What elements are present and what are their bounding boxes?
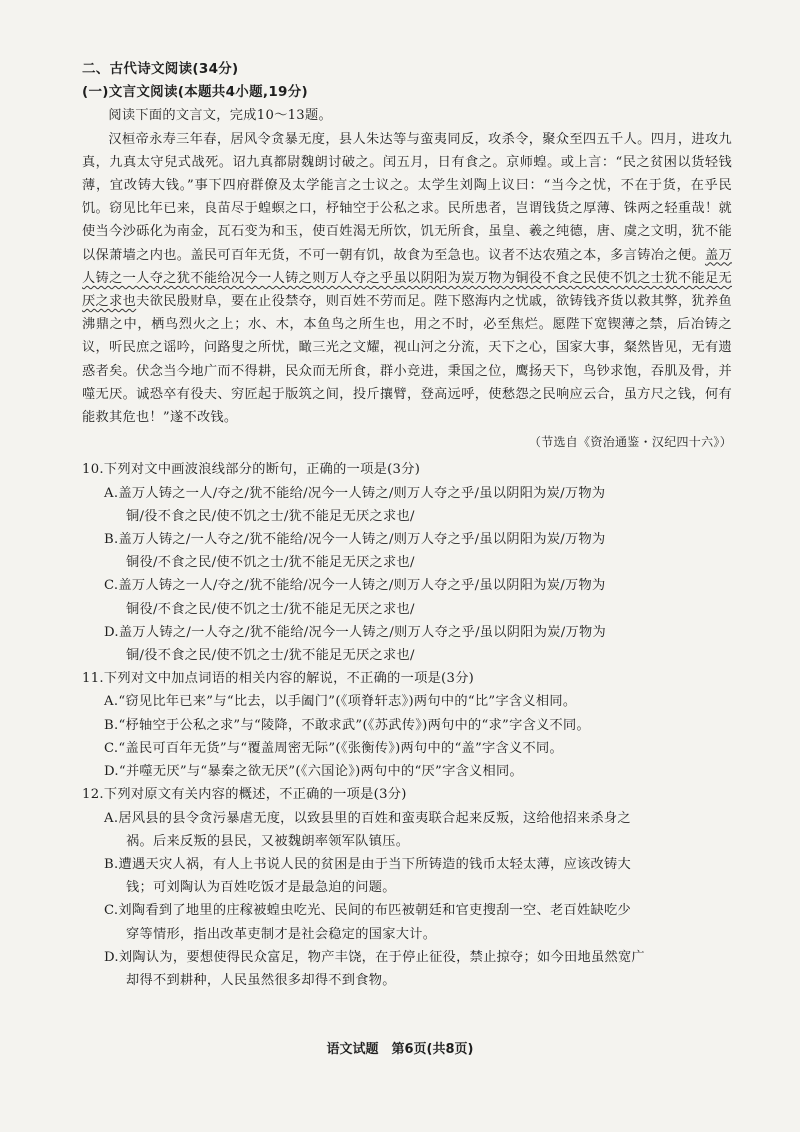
wavy-underlined-text: 盖万人铸之一人夺之犹不能给况今一人铸之则万人夺之乎虽以阴阳为炭万物为铜役不食之民使不饥之士犹不能足无厌之求也: [82, 247, 732, 310]
option-d: D.“并噬无厌”与“暴秦之欲无厌”(《六国论》)两句中的“厌”字含义相同。: [104, 764, 524, 780]
option-c: C.刘陶看到了地里的庄稼被蝗虫吃光、民间的布匹被朝廷和官吏搜刮一空、老百姓缺吃少 穿等情形，指出改革吏制才是社会稳定的国家大计。: [104, 903, 631, 942]
option-b: B.“杼轴空于公私之求”与“陵降，不敢求武”(《苏武传》)两句中的“求”字含义不同。: [104, 717, 591, 733]
option-d: D.刘陶认为，要想使得民众富足，物产丰饶，在于停止征役，禁止掠夺；如今田地虽然宽广 却得不到耕种，人民虽然很多却得不到食物。: [104, 949, 645, 988]
passage-text-after: 夫欲民殷财阜，要在止役禁夺，则百姓不劳而足。陛下愍海内之忧戚，欲铸钱齐货以救其弊，犹养鱼沸鼎之中，栖鸟烈火之上；水、木，本鱼鸟之所生也，用之不时，必至焦烂。愿陛下宽锲薄之禁，后冶铸之议，听民庶之谣吟，问路叟之所忧，瞰三光之文耀，视山河之分流，天下之心，国家大事，粲然皆见，无有遗惑者矣。伏念当今地广而不得耕，民众而无所食，群小竞进，秉国之位，鹰扬天下，鸟钞求饱，吞肌及骨，并噬无厌。诚恐卒有役夫、穷匠起于版筑之间，投斤攘臂，登高远呼，使愁怨之民响应云合，虽方尺之钱，何有能救其危也！”遂不改钱。: [82, 294, 732, 426]
exam-page: [82, 58, 732, 992]
option-c: C.盖万人铸之一人/夺之/犹不能给/况今一人铸之/则万人夺之乎/虽以阴阳为炭/万物为 铜役/不食之民/使不饥之士/犹不能足无厌之求也/: [104, 578, 606, 617]
section-title: 二、古代诗文阅读(34分): [82, 61, 239, 77]
option-c: C.“盖民可百年无货”与“覆盖周密无际”(《张衡传》)两句中的“盖”字含义不同。: [104, 740, 563, 756]
question-stem: 10.下列对文中画波浪线部分的断句，正确的一项是(3分): [82, 462, 421, 478]
option-a: A.居风县的县令贪污暴虐无度，以致县里的百姓和蛮夷联合起来反叛，这给他招来杀身之 祸。后来反叛的县民，又被魏朗率领军队镇压。: [104, 810, 631, 849]
passage-text-before: 汉桓帝永寿三年春，居风令贪暴无度，县人朱达等与蛮夷同反，攻杀令，聚众至四五千人。四月，进攻九真，九真太守兒式战死。诏九真都尉魏朗讨破之。闰五月，日有食之。京师蝗。或上言：“民之贫困以货轻钱薄，宜改铸大钱。”事下四府群僚及太学能言之士议之。太学生刘陶上议曰：“当今之忧，不在于货，在乎民饥。窃见比年已来，良苗尽于蝗螟之口，杼轴空于公私之求。民所患者，岂谓钱货之厚薄、铢两之轻重哉！就使当今沙砾化为南金，瓦石变为和玉，使百姓渴无所饮，饥无所食，虽皇、羲之纯德，唐、虞之文明，犹不能以保萧墙之内也。盖民可百年无货，不可一朝有饥，故食为至急也。议者不达农殖之本，多言铸冶之便。: [82, 131, 732, 263]
question-stem: 12.下列对原文有关内容的概述，不正确的一项是(3分): [82, 787, 407, 803]
option-b: B.遭遇天灾人祸，有人上书说人民的贫困是由于当下所铸造的钱币太轻太薄，应该改铸大 钱；可刘陶认为百姓吃饭才是最急迫的问题。: [104, 856, 632, 896]
option-d: D.盖万人铸之/一人夺之/犹不能给/况今一人铸之/则万人夺之乎/虽以阴阳为炭/万物为 铜/役不食之民/使不饥之士/犹不能足无厌之求也/: [104, 624, 606, 664]
option-b: B.盖万人铸之/一人夺之/犹不能给/况今一人铸之/则万人夺之乎/虽以阴阳为炭/万物为 铜役/不食之民/使不饥之士/犹不能足无厌之求也/: [104, 532, 606, 571]
option-a: A.盖万人铸之一人/夺之/犹不能给/况今一人铸之/则万人夺之乎/虽以阴阳为炭/万物为 铜/役不食之民/使不饥之士/犹不能足无厌之求也/: [104, 485, 606, 524]
page-footer: 语文试题 第6页(共8页): [326, 1042, 474, 1057]
question-stem: 11.下列对文中加点词语的相关内容的解说，不正确的一项是(3分): [82, 671, 475, 687]
passage-source: （节选自《资治通鉴・汉纪四十六》）: [528, 435, 732, 450]
passage: [82, 128, 732, 430]
instruction: 阅读下面的文言文，完成10～13题。: [108, 108, 332, 124]
question-11: [82, 667, 732, 783]
option-a: A.“窃见比年已来”与“比去，以手阖门”(《项脊轩志》)两句中的“比”字含义相同。: [104, 694, 577, 710]
question-10: [82, 458, 732, 667]
section-subtitle: (一)文言文阅读(本题共4小题,19分): [82, 84, 308, 101]
question-12: [82, 783, 732, 992]
